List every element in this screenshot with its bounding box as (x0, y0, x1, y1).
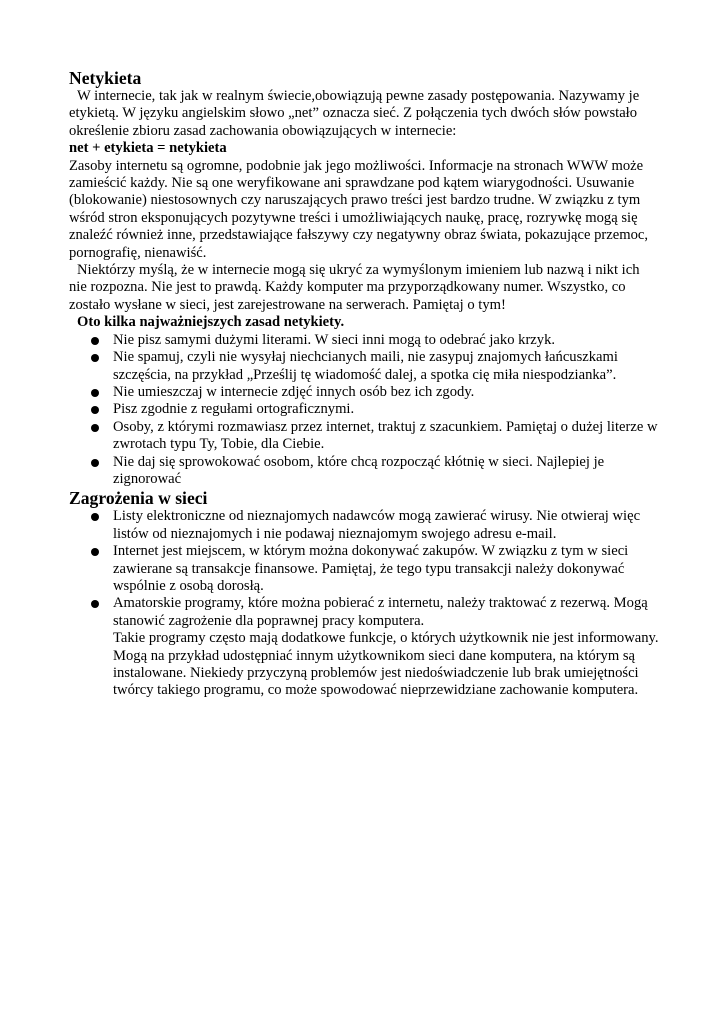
rule-text: Nie umieszczaj w internecie zdjęć innych osób bez ich zgody. (113, 383, 475, 400)
rule-text: Osoby, z którymi rozmawiasz przez internet, traktuj z szacunkiem. Pamiętaj o dużej literze w zwrotach typu Ty, Tobie, dla Ciebie. (113, 418, 658, 453)
rule-item (113, 384, 659, 401)
internet-resources-paragraph: Zasoby internetu są ogromne, podobnie jak jego możliwości. Informacje na stronach WWW może zamieścić każdy. Nie są one weryfikowane ani sprawdzane pod kątem wiarygodności. Usuwanie (blokowanie) niestosownych czy naruszających prawo treści jest bardzo trudne. W związku z tym wśród stron eksponujących pozytywne treści i umożliwiających naukę, pracę, rozrywkę mogą się znaleźć również inne, przedstawiające fałszywy czy negatywny obraz świata, pokazujące przemoc, pornografię, nienawiść. (69, 157, 648, 261)
rule-item (113, 349, 659, 384)
rule-item (113, 401, 659, 418)
rule-item (113, 332, 659, 349)
bullet-icon (91, 459, 99, 467)
bullet-icon (91, 548, 99, 556)
threat-continuation-text: Takie programy często mają dodatkowe funkcje, o których użytkownik nie jest informowany. Mogą na przykład udostępniać innym użytkownikom sieci dane komputera, na którym są instalowane. Niekiedy przyczyną problemów jest niedoświadczenie lub brak umiejętności twórcy takiego programu, co może spowodować nieprzewidziane zachowanie komputera. (113, 630, 659, 699)
netykieta-heading: Netykieta (69, 68, 142, 88)
netykieta-intro: W internecie, tak jak w realnym świecie,obowiązują pewne zasady postępowania. Nazywamy je etykietą. W języku angielskim słowo „net” oznacza sieć. Z połączenia tych dwóch słów powstało określenie zbioru zasad zachowania obowiązujących w internecie: (69, 88, 640, 139)
bullet-icon (91, 337, 99, 345)
bullet-icon (91, 354, 99, 362)
bullet-icon (91, 424, 99, 432)
bullet-icon (91, 406, 99, 414)
netykieta-rules-list (69, 332, 659, 489)
rule-text: Nie spamuj, czyli nie wysyłaj niechcianych maili, nie zasypuj znajomych łańcuszkami szczęścia, na przykład „Prześlij tę wiadomość dalej, a spotka cię miła niespodzianka”. (113, 349, 618, 383)
threat-text: Amatorskie programy, które można pobierać z internetu, należy traktować z rezerwą. Mogą stanowić zagrożenie dla poprawnej pracy komputera. (113, 595, 648, 629)
netykieta-formula: net + etykieta = netykieta (69, 140, 227, 157)
threat-text: Listy elektroniczne od nieznajomych nadawców mogą zawierać wirusy. Nie otwieraj więc listów od nieznajomych i nie podawaj nieznajomym swojego adresu e-mail. (113, 508, 641, 542)
rule-text: Pisz zgodnie z regułami ortograficznymi. (113, 401, 355, 418)
threat-item (113, 595, 659, 699)
rule-item (113, 454, 659, 489)
rules-heading: Oto kilka najważniejszych zasad netykiety. (77, 314, 345, 331)
threat-item (113, 543, 659, 595)
rule-item (113, 419, 659, 454)
bullet-icon (91, 600, 99, 608)
threat-text: Internet jest miejscem, w którym można dokonywać zakupów. W związku z tym w sieci zawierane są transakcje finansowe. Pamiętaj, że tego typu transakcji należy dokonywać wspólnie z osobą dorosłą. (113, 543, 629, 594)
bullet-icon (91, 389, 99, 397)
document-page (69, 68, 659, 700)
zagrozenia-list (69, 508, 659, 699)
zagrozenia-heading: Zagrożenia w sieci (69, 488, 208, 509)
rule-text: Nie daj się sprowokować osobom, które chcą rozpocząć kłótnię w sieci. Najlepiej je zignorować (113, 453, 605, 487)
threat-item (113, 508, 659, 543)
anonymity-paragraph: Niektórzy myślą, że w internecie mogą się ukryć za wymyślonym imieniem lub nazwą i nikt ich nie rozpozna. Nie jest to prawdą. Każdy komputer ma przyporządkowany numer. Wszystko, co zostało wysłane w sieci, jest zarejestrowane na serwerach. Pamiętaj o tym! (69, 262, 640, 313)
rule-text: Nie pisz samymi dużymi literami. W sieci inni mogą to odebrać jako krzyk. (113, 331, 556, 348)
bullet-icon (91, 513, 99, 521)
